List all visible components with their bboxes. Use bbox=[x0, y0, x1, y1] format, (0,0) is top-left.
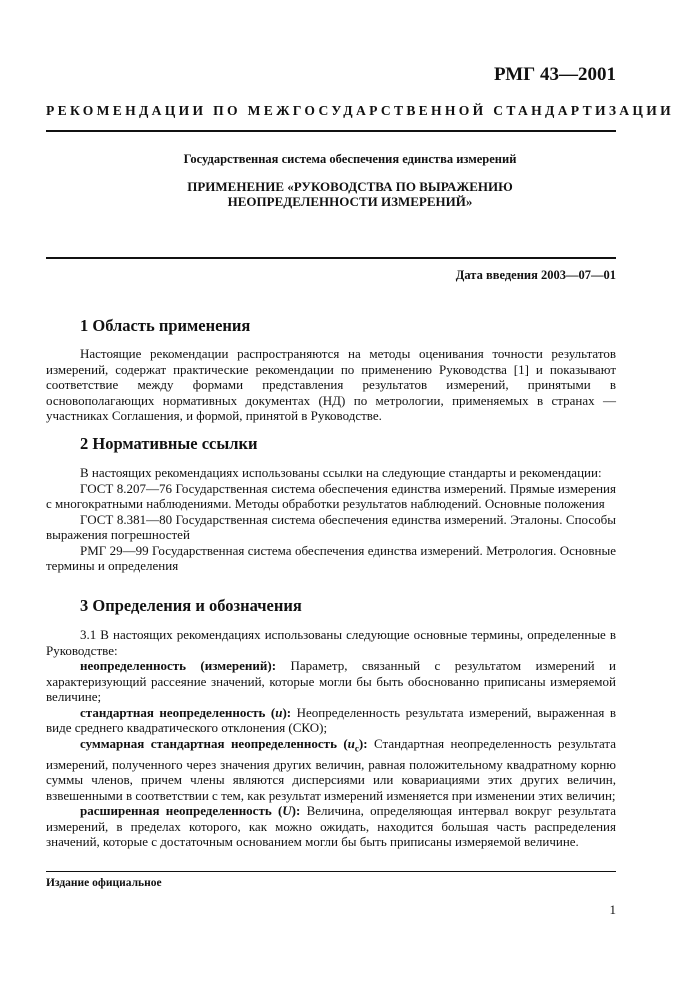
section-3-intro: 3.1 В настоящих рекомендациях использованы следующие основные термины, определенные в Руководстве: bbox=[46, 627, 616, 658]
term-standard-uncertainty bbox=[46, 705, 616, 736]
term-expanded-uncertainty-name bbox=[80, 803, 300, 818]
term-expanded-uncertainty-symbol: U bbox=[282, 803, 292, 819]
system-name: Государственная система обеспечения единства измерений bbox=[183, 152, 517, 166]
title-line-2: НЕОПРЕДЕЛЕННОСТИ ИЗМЕРЕНИЙ» bbox=[227, 194, 473, 209]
term-expanded-uncertainty-definition: Величина, определяющая интервал вокруг результата измерений, в пределах которого, как можно ожидать, находится большая часть распределения значений, которые с достаточным основанием могли бы быть приписаны измеряемой величине. bbox=[46, 803, 616, 850]
term-standard-uncertainty-definition: Неопределенность результата измерений, выраженная в виде среднего квадратического отклонения (СКО); bbox=[46, 704, 616, 735]
header-rule bbox=[46, 130, 616, 132]
term-combined-standard-uncertainty bbox=[46, 736, 616, 804]
official-edition-label: Издание официальное bbox=[46, 877, 162, 889]
term-expanded-uncertainty bbox=[46, 803, 616, 850]
term-uncertainty-definition: Параметр, связанный с результатом измерений и характеризующий рассеяние значений, которые могли бы быть обоснованно приписаны измеряемой величине; bbox=[46, 658, 616, 704]
term-standard-uncertainty-symbol: u bbox=[275, 704, 283, 720]
term-expanded-uncertainty-name-end: ): bbox=[291, 803, 301, 819]
introduction-date: Дата введения 2003—07—01 bbox=[455, 268, 616, 282]
term-standard-uncertainty-name-text: стандартная неопределенность ( bbox=[80, 704, 276, 720]
document-series: РЕКОМЕНДАЦИИ ПО МЕЖГОСУДАРСТВЕННОЙ СТАНДАРТИЗАЦИИ bbox=[46, 103, 675, 118]
reference-rmg-29: РМГ 29—99 Государственная система обеспечения единства измерений. Метрология. Основные термины и определения bbox=[46, 542, 616, 573]
section-2-body bbox=[46, 465, 616, 574]
section-2-heading: 2 Нормативные ссылки bbox=[80, 434, 258, 453]
section-1-body bbox=[46, 346, 616, 424]
term-combined-uncertainty-definition: Стандартная неопределенность результата измерений, полученного через значения других величин, равная положительному квадратному корню суммы членов, причем члены являются дисперсиями или ковариациями этих других величин, взвешенными в соответствии с тем, как результат измерений изменяется при изменении этих величин; bbox=[46, 735, 616, 803]
section-1-paragraph: Настоящие рекомендации распространяются на методы оценивания точности результатов измерений, содержат практические рекомендации по применению Руководства [1] и показывают соответствие между формами представления результатов измерений, принятыми в основополагающих нормативных документах (НД) по метрологии, применяемых в странах — участниках Соглашения, и формой, принятой в Руководстве. bbox=[46, 346, 616, 423]
section-1-heading: 1 Область применения bbox=[80, 316, 251, 335]
title-line-1: ПРИМЕНЕНИЕ «РУКОВОДСТВА ПО ВЫРАЖЕНИЮ bbox=[187, 179, 513, 194]
term-combined-uncertainty-name-text: суммарная стандартная неопределенность ( bbox=[80, 735, 348, 751]
term-expanded-uncertainty-name-text: расширенная неопределенность ( bbox=[80, 803, 283, 819]
term-standard-uncertainty-name-end: ): bbox=[282, 704, 292, 720]
page-number: 1 bbox=[609, 902, 616, 917]
term-uncertainty-name: неопределенность (измерений): bbox=[80, 658, 277, 673]
document-code: РМГ 43—2001 bbox=[493, 64, 616, 85]
term-combined-uncertainty-name-end: ): bbox=[358, 735, 368, 751]
term-combined-uncertainty-subscript: c bbox=[354, 743, 359, 754]
section-2-intro: В настоящих рекомендациях использованы ссылки на следующие стандарты и рекомендации: bbox=[80, 465, 602, 480]
reference-gost-8-207: ГОСТ 8.207—76 Государственная система обеспечения единства измерений. Прямые измерения с многократными наблюдениями. Методы обработки результатов наблюдений. Основные положения bbox=[46, 480, 616, 511]
reference-gost-8-381: ГОСТ 8.381—80 Государственная система обеспечения единства измерений. Эталоны. Способы выражения погрешностей bbox=[46, 511, 616, 542]
term-standard-uncertainty-name bbox=[80, 705, 291, 720]
term-uncertainty bbox=[46, 658, 616, 705]
term-combined-uncertainty-symbol: u bbox=[347, 735, 355, 751]
footer-rule bbox=[46, 871, 616, 872]
document-title bbox=[0, 179, 700, 209]
section-3-body bbox=[46, 627, 616, 850]
title-rule bbox=[46, 257, 616, 259]
term-combined-uncertainty-name bbox=[80, 735, 368, 754]
section-3-heading: 3 Определения и обозначения bbox=[80, 596, 302, 615]
